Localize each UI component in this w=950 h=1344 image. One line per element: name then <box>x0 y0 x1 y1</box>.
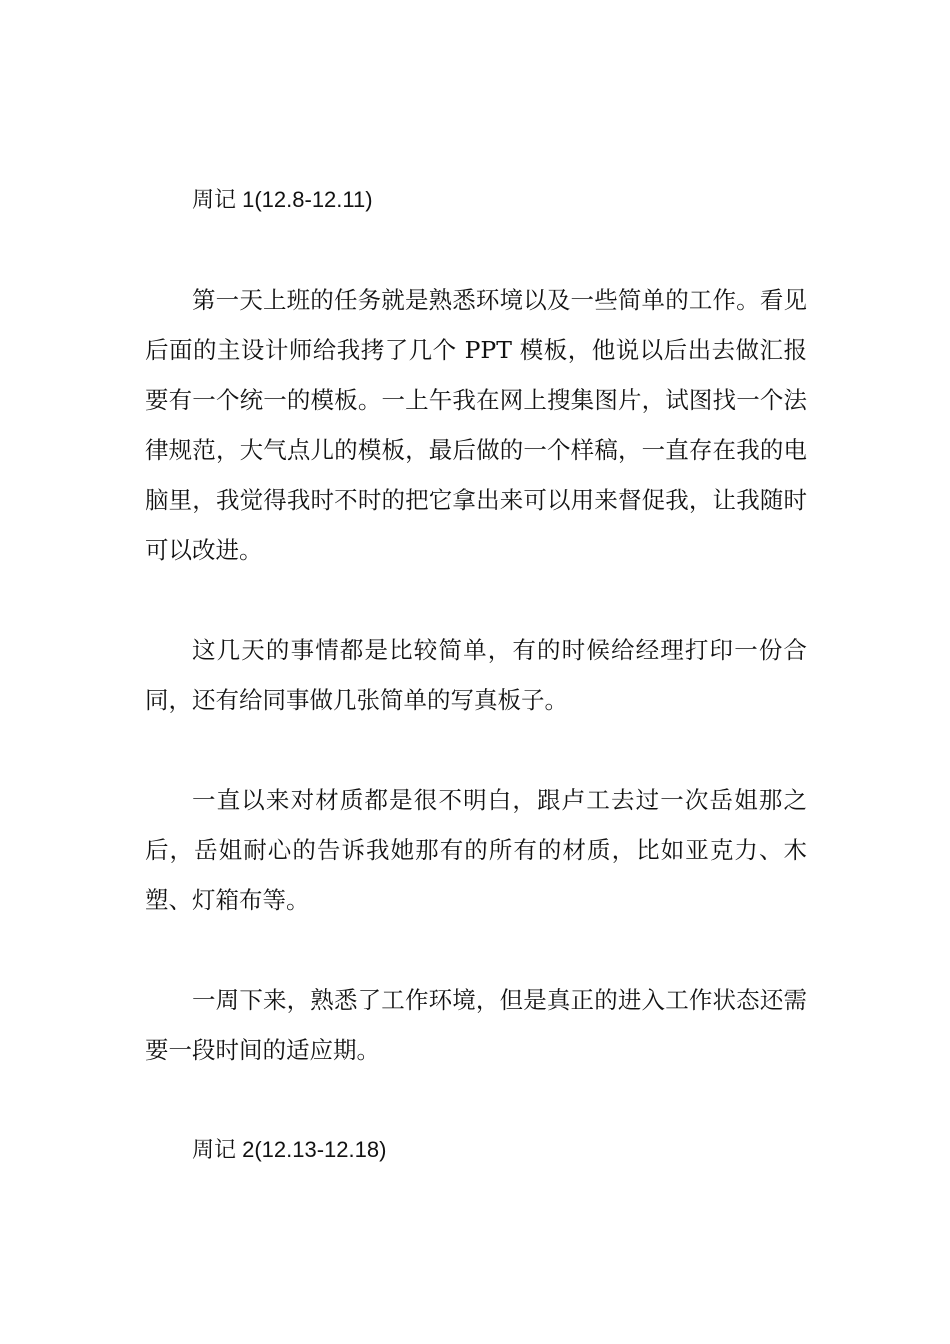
weekly-journal-heading-1: 周记 1(12.8-12.11) <box>192 187 373 212</box>
paragraph-simple-tasks: 这几天的事情都是比较简单，有的时候给经理打印一份合同，还有给同事做几张简单的写真板子。 <box>145 636 807 714</box>
paragraph-week-summary: 一周下来，熟悉了工作环境，但是真正的进入工作状态还需要一段时间的适应期。 <box>145 986 807 1064</box>
paragraph-materials: 一直以来对材质都是很不明白，跟卢工去过一次岳姐那之后，岳姐耐心的告诉我她那有的所有的材质，比如亚克力、木塑、灯箱布等。 <box>145 786 807 914</box>
paragraph-first-day: 第一天上班的任务就是熟悉环境以及一些简单的工作。看见后面的主设计师给我拷了几个 PPT 模板，他说以后出去做汇报要有一个统一的模板。一上午我在网上搜集图片，试图找一个法律规范，大气点儿的模板，最后做的一个样稿，一直存在我的电脑里，我觉得我时不时的把它拿出来可以用来督促我，让我随时可以改进。 <box>145 286 807 564</box>
document-body <box>145 175 807 1225</box>
weekly-journal-heading-2: 周记 2(12.13-12.18) <box>192 1137 387 1162</box>
